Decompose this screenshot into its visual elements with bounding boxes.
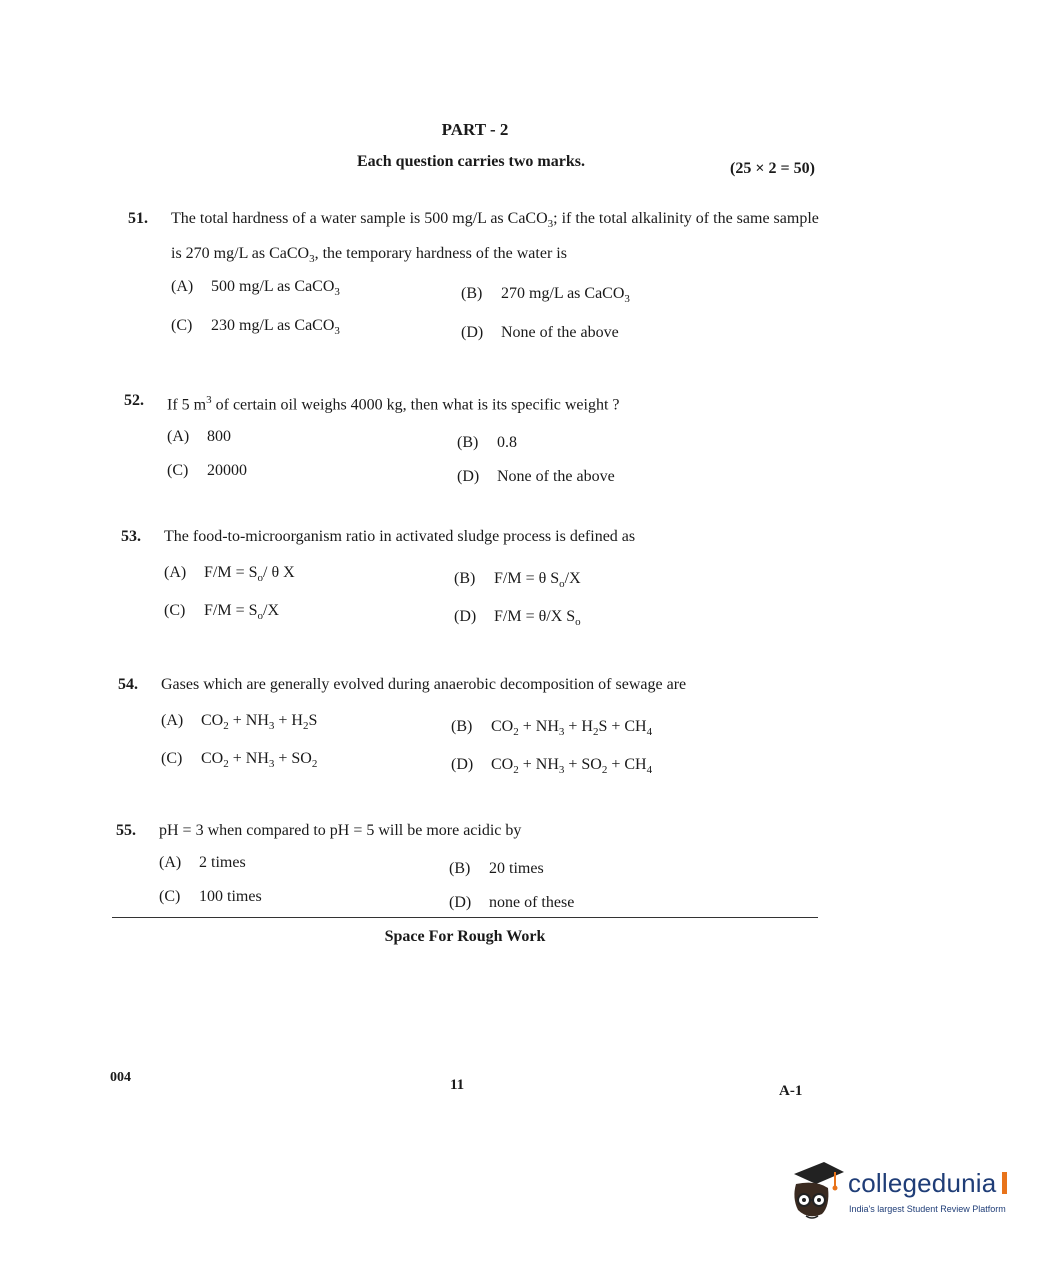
question-53 bbox=[121, 522, 821, 632]
logo-wordmark: collegedunia bbox=[848, 1168, 997, 1198]
option-c[interactable]: (C) 230 mg/L as CaCO$_3$ bbox=[171, 317, 340, 338]
option-b[interactable]: (B) 0.8 bbox=[457, 434, 517, 451]
part-title: PART - 2 bbox=[441, 120, 509, 139]
rough-work-divider bbox=[112, 917, 818, 918]
option-b[interactable]: (B) 270 mg/L as CaCO$_3$ bbox=[461, 285, 630, 306]
option-d[interactable]: (D) F/M = θ/X $S_o$ bbox=[454, 608, 581, 629]
collegedunia-logo bbox=[788, 1158, 1018, 1228]
option-b[interactable]: (B) F/M = θ $S_o/X$ bbox=[454, 570, 581, 591]
option-c[interactable]: (C) 100 times bbox=[159, 888, 262, 905]
option-a[interactable]: (A) 500 mg/L as CaCO$_3$ bbox=[171, 278, 340, 299]
option-b[interactable]: (B) $CO_2 + NH_3 + H_2S + CH_4$ bbox=[451, 718, 653, 739]
question-52 bbox=[124, 386, 824, 496]
question-stem: The food-to-microorganism ratio in activated sludge process is defined as bbox=[164, 528, 636, 545]
paper-code: 004 bbox=[110, 1070, 131, 1085]
question-55 bbox=[116, 816, 816, 916]
mascot-icon bbox=[788, 1158, 846, 1228]
question-51 bbox=[128, 204, 828, 344]
question-number: 54. bbox=[118, 676, 138, 693]
option-d[interactable]: (D) $CO_2 + NH_3 + SO_2 + CH_4$ bbox=[451, 756, 653, 777]
option-c[interactable]: (C) $F/M = S_o/X$ bbox=[164, 602, 279, 623]
question-number: 51. bbox=[128, 210, 148, 227]
option-d[interactable]: (D) none of these bbox=[449, 894, 575, 911]
page-number: 11 bbox=[450, 1077, 465, 1093]
question-54 bbox=[118, 670, 838, 780]
option-a[interactable]: (A) $CO_2 + NH_3 + H_2S$ bbox=[161, 712, 318, 733]
question-number: 55. bbox=[116, 822, 136, 839]
option-b[interactable]: (B) 20 times bbox=[449, 860, 544, 877]
question-stem: Gases which are generally evolved during anaerobic decomposition of sewage are bbox=[161, 676, 687, 693]
option-c[interactable]: (C) 20000 bbox=[167, 462, 247, 479]
question-stem: pH = 3 when compared to pH = 5 will be more acidic by bbox=[159, 822, 522, 839]
rough-work-label: Space For Rough Work bbox=[384, 928, 546, 945]
logo-tagline: India's largest Student Review Platform bbox=[849, 1204, 1006, 1214]
option-a[interactable]: (A) 2 times bbox=[159, 854, 246, 871]
instruction-text: Each question carries two marks. bbox=[357, 153, 585, 170]
question-stem: The total hardness of a water sample is 500 mg/L as CaCO$_3$; if the total alkalinity of the same sample is 270 mg/L as CaCO$_3$, the temporary hardness of the water is bbox=[171, 210, 819, 266]
marks-formula: (25 × 2 = 50) bbox=[730, 160, 815, 177]
option-d[interactable]: (D) None of the above bbox=[457, 468, 615, 485]
option-a[interactable]: (A) 800 bbox=[167, 428, 231, 445]
question-stem: If 5 $m^3$ of certain oil weighs 4000 kg, then what is its specific weight ? bbox=[167, 394, 620, 414]
question-number: 53. bbox=[121, 528, 141, 545]
option-d[interactable]: (D) None of the above bbox=[461, 324, 619, 341]
series-code: A-1 bbox=[779, 1083, 803, 1099]
logo-accent-bar bbox=[1002, 1172, 1007, 1194]
option-c[interactable]: (C) $CO_2 + NH_3 + SO_2$ bbox=[161, 750, 318, 771]
question-number: 52. bbox=[124, 392, 144, 409]
option-a[interactable]: (A) $F/M = S_o/$ θ X bbox=[164, 564, 295, 585]
